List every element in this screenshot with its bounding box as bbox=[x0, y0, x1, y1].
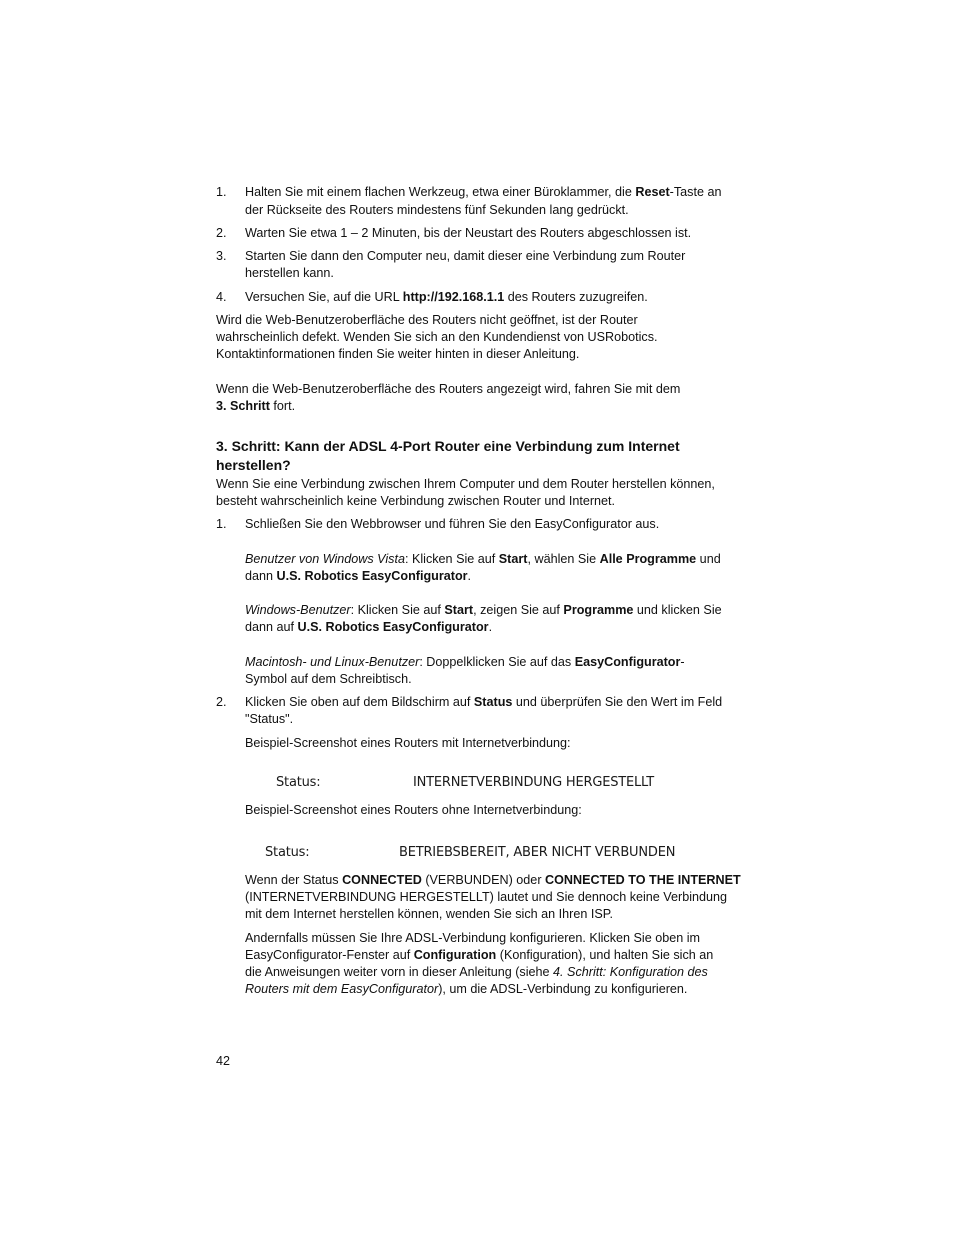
paragraph-line: 3. Schritt fort. bbox=[216, 399, 296, 413]
step-number: 2. bbox=[216, 226, 227, 240]
paragraph-line: Wenn die Web-Benutzeroberfläche des Routers angezeigt wird, fahren Sie mit dem bbox=[216, 382, 681, 396]
status-label: Status: bbox=[276, 775, 321, 790]
paragraph-line: EasyConfigurator-Fenster auf Configuration (Konfiguration), und halten Sie sich an bbox=[245, 948, 714, 962]
page-number: 42 bbox=[216, 1054, 231, 1068]
status-value: BETRIEBSBEREIT, ABER NICHT VERBUNDEN bbox=[399, 845, 676, 860]
step-text: Klicken Sie oben auf dem Bildschirm auf Status und überprüfen Sie den Wert im Feld bbox=[245, 695, 723, 709]
step-text: herstellen kann. bbox=[245, 266, 334, 280]
step-text: Starten Sie dann den Computer neu, damit dieser eine Verbindung zum Router bbox=[245, 249, 686, 263]
step-number: 1. bbox=[216, 517, 227, 531]
instruction-vista: dann U.S. Robotics EasyConfigurator. bbox=[245, 569, 472, 583]
caption: Beispiel-Screenshot eines Routers mit Internetverbindung: bbox=[245, 736, 571, 750]
step-text: Halten Sie mit einem flachen Werkzeug, etwa einer Büroklammer, die Reset-Taste an bbox=[245, 185, 722, 199]
step-text: der Rückseite des Routers mindestens fünf Sekunden lang gedrückt. bbox=[245, 203, 629, 217]
section-heading: 3. Schritt: Kann der ADSL 4-Port Router eine Verbindung zum Internet bbox=[216, 438, 680, 454]
paragraph-line: (INTERNETVERBINDUNG HERGESTELLT) lautet und Sie dennoch keine Verbindung bbox=[245, 890, 728, 904]
step-text: Schließen Sie den Webbrowser und führen Sie den EasyConfigurator aus. bbox=[245, 517, 660, 531]
instruction-mac: Symbol auf dem Schreibtisch. bbox=[245, 672, 412, 686]
paragraph-line: Wird die Web-Benutzeroberfläche des Routers nicht geöffnet, ist der Router bbox=[216, 313, 638, 327]
instruction-mac: Macintosh- und Linux-Benutzer: Doppelklicken Sie auf das EasyConfigurator- bbox=[245, 655, 685, 669]
paragraph-line: besteht wahrscheinlich keine Verbindung zwischen Router und Internet. bbox=[216, 494, 616, 508]
step-text: Versuchen Sie, auf die URL http://192.168.1.1 des Routers zuzugreifen. bbox=[245, 290, 648, 304]
step-number: 1. bbox=[216, 185, 227, 199]
section-heading: herstellen? bbox=[216, 457, 291, 473]
instruction-vista: Benutzer von Windows Vista: Klicken Sie auf Start, wählen Sie Alle Programme und bbox=[245, 552, 721, 566]
instruction-windows: Windows-Benutzer: Klicken Sie auf Start, zeigen Sie auf Programme und klicken Sie bbox=[245, 603, 722, 617]
paragraph-line: Wenn der Status CONNECTED (VERBUNDEN) oder CONNECTED TO THE INTERNET bbox=[245, 873, 741, 887]
paragraph-line: die Anweisungen weiter vorn in dieser Anleitung (siehe 4. Schritt: Konfiguration des bbox=[245, 965, 708, 979]
step-number: 2. bbox=[216, 695, 227, 709]
step-text: "Status". bbox=[245, 712, 294, 726]
status-value: INTERNETVERBINDUNG HERGESTELLT bbox=[413, 775, 655, 790]
step-number: 3. bbox=[216, 249, 227, 263]
paragraph-line: Andernfalls müssen Sie Ihre ADSL-Verbindung konfigurieren. Klicken Sie oben im bbox=[245, 931, 701, 945]
paragraph-line: wahrscheinlich defekt. Wenden Sie sich an den Kundendienst von USRobotics. bbox=[216, 330, 658, 344]
paragraph-line: Wenn Sie eine Verbindung zwischen Ihrem Computer und dem Router herstellen können, bbox=[216, 477, 715, 491]
caption: Beispiel-Screenshot eines Routers ohne Internetverbindung: bbox=[245, 803, 582, 817]
instruction-windows: dann auf U.S. Robotics EasyConfigurator. bbox=[245, 620, 493, 634]
status-label: Status: bbox=[265, 845, 310, 860]
paragraph-line: mit dem Internet herstellen können, wenden Sie sich an Ihren ISP. bbox=[245, 907, 614, 921]
step-text: Warten Sie etwa 1 – 2 Minuten, bis der Neustart des Routers abgeschlossen ist. bbox=[245, 226, 692, 240]
paragraph-line: Kontaktinformationen finden Sie weiter hinten in dieser Anleitung. bbox=[216, 347, 580, 361]
paragraph-line: Routers mit dem EasyConfigurator), um die ADSL-Verbindung zu konfigurieren. bbox=[245, 982, 688, 996]
step-number: 4. bbox=[216, 290, 227, 304]
